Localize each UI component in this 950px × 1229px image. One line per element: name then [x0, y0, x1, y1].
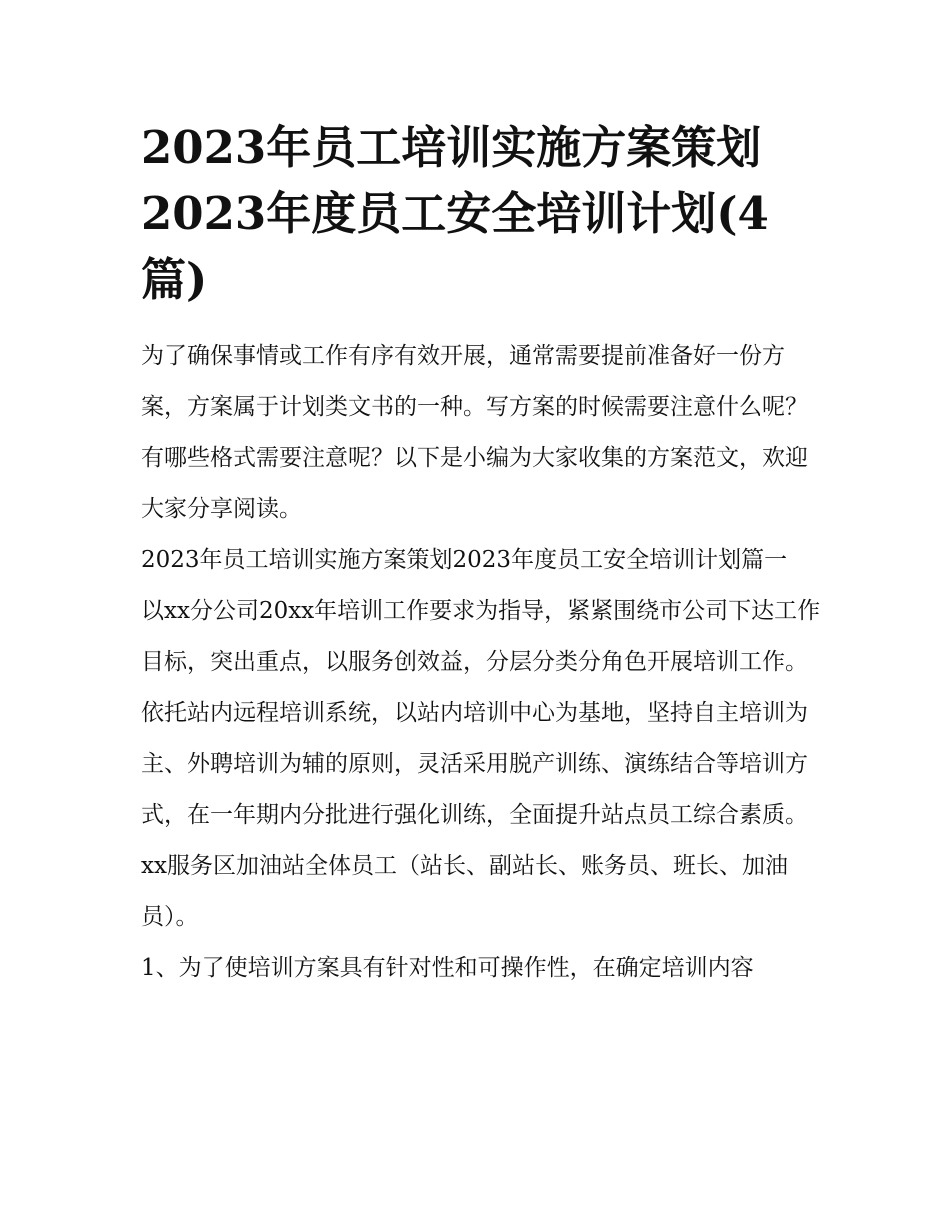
body-paragraph: 以xx分公司20xx年培训工作要求为指导，紧紧围绕市公司下达工作目标，突出重点，以服务创效益，分层分类分角色开展培训工作。依托站内远程培训系统，以站内培训中心为基地，坚持自主培训为主、外聘培训为辅的原则，灵活采用脱产训练、演练结合等培训方式，在一年期内分批进行强化训练，全面提升站点员工综合素质。 — [141, 598, 821, 828]
body-paragraph: 1、为了使培训方案具有针对性和可操作性，在确定培训内容 — [141, 955, 754, 981]
body-paragraph: xx服务区加油站全体员工（站长、副站长、账务员、班长、加油员）。 — [141, 853, 788, 930]
document-title: 2023年员工培训实施方案策划2023年度员工安全培训计划(4篇) — [141, 121, 769, 306]
intro-paragraph: 为了确保事情或工作有序有效开展，通常需要提前准备好一份方案，方案属于计划类文书的一种。写方案的时候需要注意什么呢？有哪些格式需要注意呢？以下是小编为大家收集的方案范文，欢迎大家分享阅读。 — [141, 343, 808, 522]
section-heading: 2023年员工培训实施方案策划2023年度员工安全培训计划篇一 — [141, 547, 788, 573]
document-page — [141, 115, 821, 994]
